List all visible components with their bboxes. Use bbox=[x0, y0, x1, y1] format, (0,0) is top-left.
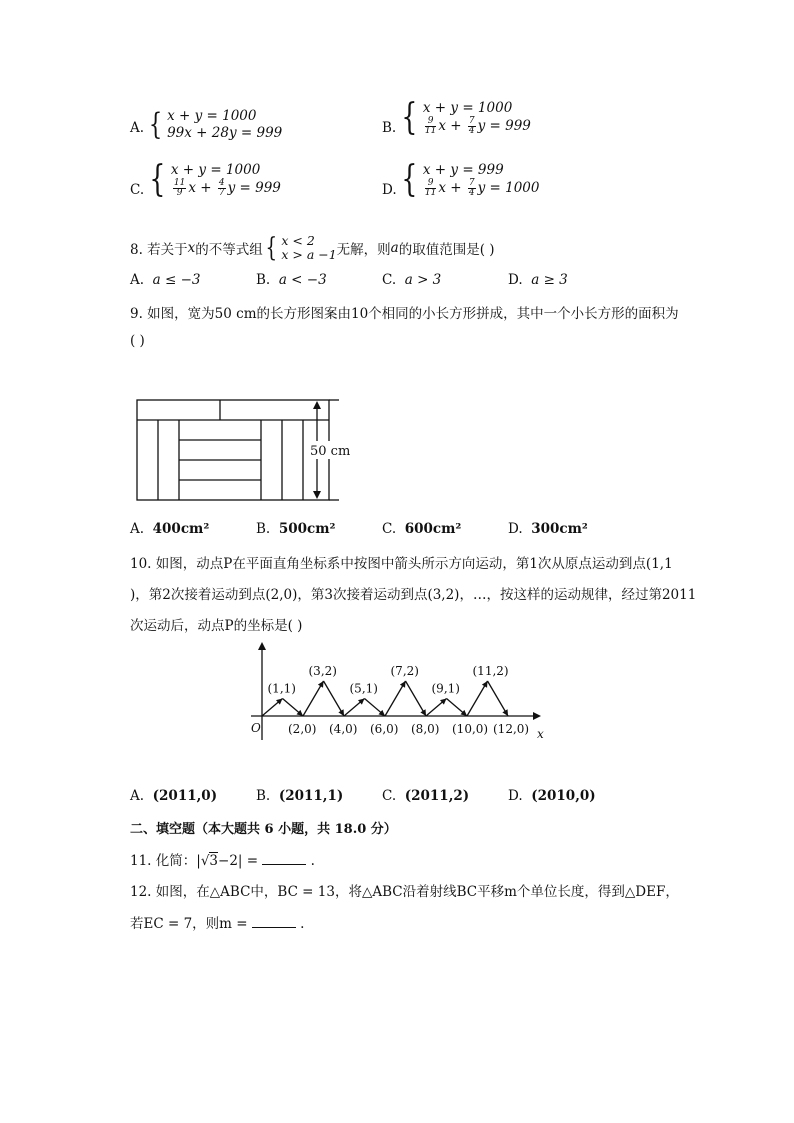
q12-stem-line2: 若EC = 7，则m = . bbox=[130, 916, 305, 932]
q9-option-a: A. 400cm² bbox=[130, 521, 210, 537]
zero-label: (4,0) bbox=[329, 722, 358, 736]
q12-stem-line1: 12. 如图，在△ABC中，BC = 13，将△ABC沿着射线BC平移m个单位长度，得到△DEF， bbox=[130, 884, 679, 900]
brace-icon: { bbox=[149, 159, 166, 200]
q8-option-d: D. a ≥ 3 bbox=[508, 272, 568, 288]
q10-coordinate-graph bbox=[245, 640, 555, 750]
section-2-title: 二、填空题（本大题共 6 小题，共 18.0 分） bbox=[130, 822, 397, 837]
origin-label: O bbox=[251, 721, 261, 735]
q10-stem-line1: 10. 如图，动点P在平面直角坐标系中按图中箭头所示方向运动，第1次从原点运动到点(1,1 bbox=[130, 556, 673, 572]
peak-label: (9,1) bbox=[431, 681, 460, 696]
sqrt-icon: √ bbox=[200, 853, 210, 869]
zero-label: (12,0) bbox=[493, 722, 530, 736]
q7-option-a-label: A. bbox=[130, 120, 145, 136]
q7-option-c-system bbox=[146, 159, 281, 200]
zero-label: (10,0) bbox=[452, 722, 489, 736]
brace-icon: { bbox=[401, 97, 418, 138]
q10-stem-line3: 次运动后，动点P的坐标是( ) bbox=[130, 618, 303, 634]
motion-segment bbox=[385, 681, 406, 716]
q8-ineq1: x < 2 bbox=[281, 233, 315, 248]
brace-icon: { bbox=[401, 159, 418, 200]
q7-b-eq1: x + y = 1000 bbox=[422, 100, 513, 117]
q9-option-d: D. 300cm² bbox=[508, 521, 588, 537]
peak-label: (3,2) bbox=[308, 664, 337, 678]
q10-option-b: B. (2011,1) bbox=[256, 788, 344, 804]
motion-segment bbox=[303, 681, 324, 716]
q10-stem-line2: )，第2次接着运动到点(2,0)，第3次接着运动到点(3,2)，…，按这样的运动规律，经过第2011 bbox=[130, 587, 697, 603]
q12-answer-blank[interactable] bbox=[252, 915, 296, 928]
motion-segment bbox=[488, 681, 509, 716]
q8-option-c: C. a > 3 bbox=[382, 272, 442, 288]
x-axis-arrow-icon bbox=[533, 712, 541, 720]
q10-option-d: D. (2010,0) bbox=[508, 788, 596, 804]
brace-icon: { bbox=[265, 232, 277, 263]
q7-c-eq1: x + y = 1000 bbox=[170, 162, 261, 179]
q7-option-d-label: D. bbox=[382, 182, 397, 198]
q7-option-c-label: C. bbox=[130, 182, 145, 198]
motion-segment bbox=[406, 681, 427, 716]
q9-rectangle-figure bbox=[130, 395, 370, 507]
peak-label: (11,2) bbox=[472, 664, 509, 678]
q7-option-d-system bbox=[398, 159, 540, 200]
q9-stem-line1: 9. 如图，宽为50 cm的长方形图案由10个相同的小长方形拼成，其中一个小长方形的面积为 bbox=[130, 306, 679, 322]
x-axis-label: x bbox=[537, 727, 544, 741]
q8-ineq2: x > a −1 bbox=[281, 246, 337, 262]
zero-label: (6,0) bbox=[370, 722, 399, 736]
q8-stem: 8. 若关于 x 的不等式组 { x < 2 x > a −1 无解，则 a 的取值范围是( ) bbox=[130, 232, 495, 263]
q10-option-a: A. (2011,0) bbox=[130, 788, 218, 804]
q7-option-a-system bbox=[146, 108, 282, 142]
zero-label: (8,0) bbox=[411, 722, 440, 736]
zero-label: (2,0) bbox=[288, 722, 317, 736]
q10-option-c: C. (2011,2) bbox=[382, 788, 470, 804]
peak-label: (5,1) bbox=[349, 681, 378, 696]
outer-rectangle bbox=[137, 400, 329, 500]
q7-b-eq2: $\frac{9}{11}$ x + $\frac{7}{4}$ y = 999 bbox=[424, 115, 531, 136]
brace-icon: { bbox=[148, 106, 163, 142]
q7-d-eq2: $\frac{9}{11}$ x + $\frac{7}{4}$ y = 1000 bbox=[424, 177, 540, 198]
q9-option-b: B. 500cm² bbox=[256, 521, 336, 537]
q9-option-c: C. 600cm² bbox=[382, 521, 462, 537]
q9-stem-line2: ( ) bbox=[130, 333, 145, 349]
q8-option-a: A. a ≤ −3 bbox=[130, 272, 201, 288]
arrow-down-icon bbox=[313, 491, 321, 499]
motion-arrows bbox=[276, 681, 508, 716]
peak-label: (1,1) bbox=[267, 681, 296, 696]
q7-a-eq1: x + y = 1000 bbox=[167, 108, 257, 124]
motion-segment bbox=[467, 681, 488, 716]
q7-a-eq2: 99x + 28y = 999 bbox=[167, 124, 283, 141]
q7-d-eq1: x + y = 999 bbox=[422, 162, 504, 179]
y-axis-arrow-icon bbox=[258, 642, 266, 650]
q7-option-b-label: B. bbox=[382, 120, 397, 136]
q7-option-b-system bbox=[398, 97, 531, 138]
dimension-label: 50 cm bbox=[310, 444, 351, 459]
motion-path bbox=[262, 681, 508, 716]
q11-stem: 11. 化简：|√3−2| = . bbox=[130, 853, 315, 869]
arrow-up-icon bbox=[313, 401, 321, 409]
q7-c-eq2: $\frac{11}{9}$ x + $\frac{4}{7}$ y = 999 bbox=[173, 177, 281, 198]
peak-label: (7,2) bbox=[390, 664, 419, 678]
motion-segment bbox=[324, 681, 345, 716]
q11-answer-blank[interactable] bbox=[262, 852, 306, 865]
q8-option-b: B. a < −3 bbox=[256, 272, 327, 288]
